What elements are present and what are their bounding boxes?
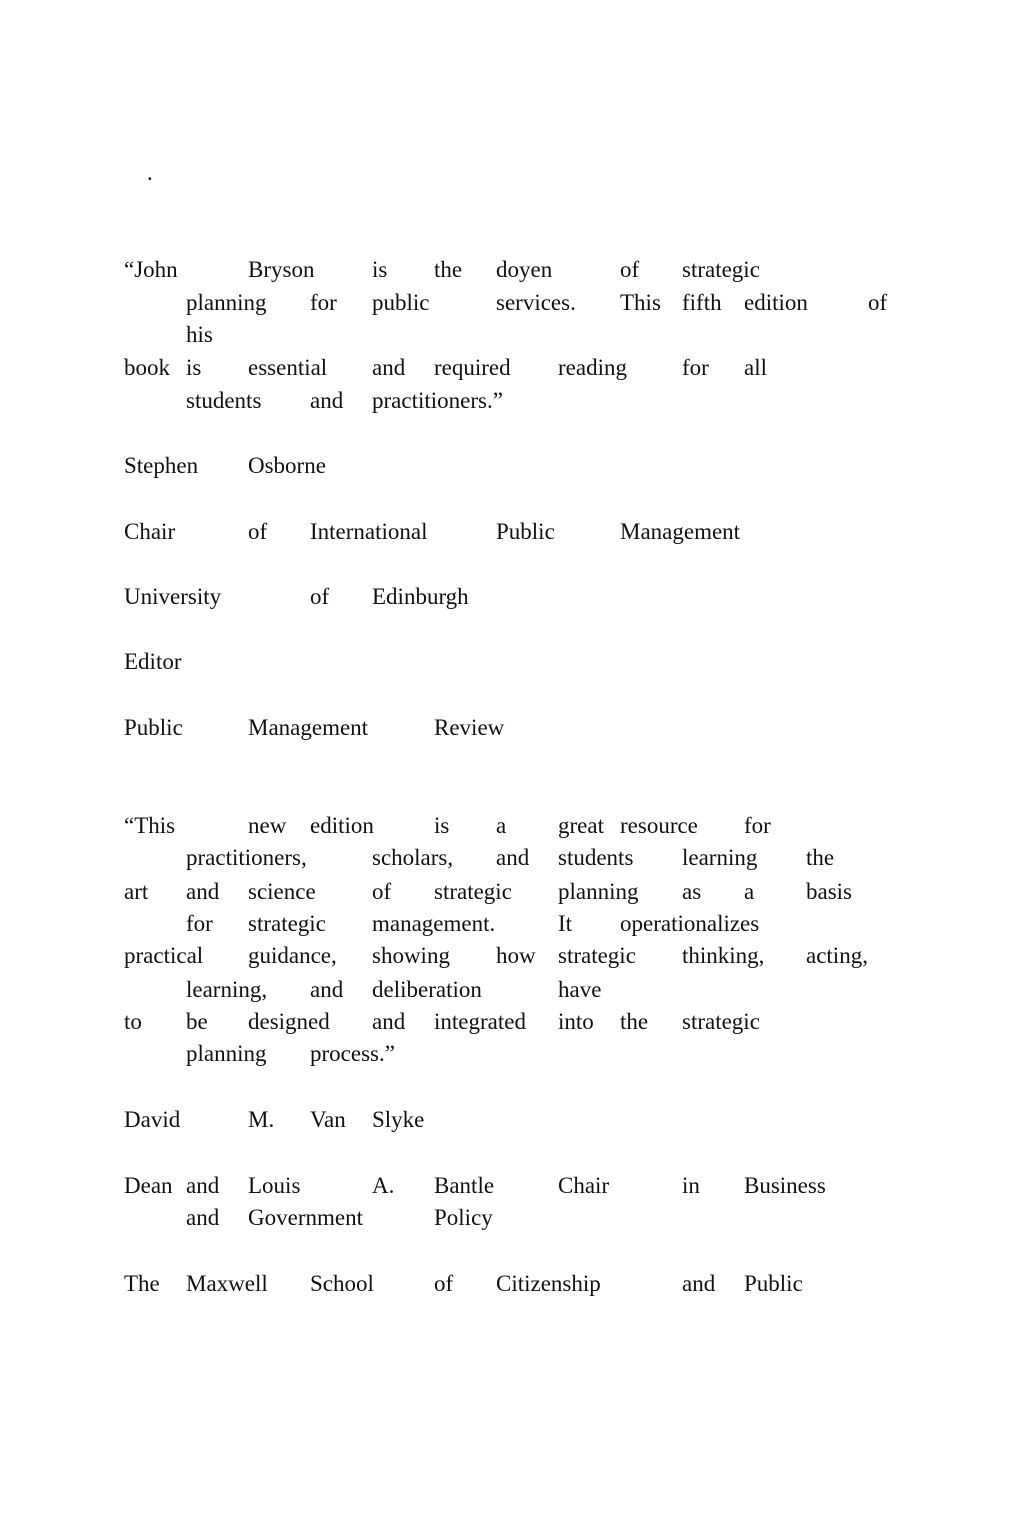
quote-word: deliberation	[372, 977, 482, 1002]
quote-word: “This	[124, 813, 176, 838]
quote-word: process.”	[310, 1041, 395, 1066]
quote-word: acting,	[806, 943, 868, 968]
attribution-title	[0, 1171, 1024, 1201]
attribution-word: School	[310, 1271, 374, 1296]
attribution-word: Policy	[434, 1205, 493, 1230]
quote-word: strategic	[248, 911, 326, 936]
quote-word: practical	[124, 943, 204, 968]
attribution-word: Van	[310, 1107, 346, 1132]
attribution-word: Government	[248, 1205, 363, 1230]
attribution-word: of	[310, 584, 330, 609]
attribution-word: Review	[434, 715, 505, 740]
attribution-word: Management	[620, 519, 741, 544]
quote-line	[0, 811, 1024, 841]
quote-word: reading	[558, 355, 627, 380]
quote-word: his	[186, 322, 213, 347]
attribution-word: Maxwell	[186, 1271, 268, 1296]
quote-word: strategic	[682, 257, 760, 282]
quote-word: all	[744, 355, 767, 380]
quote-word: showing	[372, 943, 450, 968]
quote-word: planning	[186, 1041, 267, 1066]
attribution-word: The	[124, 1271, 160, 1296]
attribution-word: A.	[372, 1173, 395, 1198]
quote-word: how	[496, 943, 536, 968]
quote-word: doyen	[496, 257, 553, 282]
quote-word: the	[806, 845, 835, 870]
attribution-word: Edinburgh	[372, 584, 469, 609]
page-marker: .	[147, 160, 153, 185]
quote-line	[0, 843, 1024, 873]
quote-word: essential	[248, 355, 328, 380]
attribution-word: University	[124, 584, 222, 609]
attribution-word: M.	[248, 1107, 275, 1132]
attribution-word: International	[310, 519, 428, 544]
quote-word: It	[558, 911, 573, 936]
attribution-name	[0, 1105, 1024, 1135]
quote-word: art	[124, 879, 149, 904]
attribution-word: in	[682, 1173, 700, 1198]
quote-line	[0, 1007, 1024, 1037]
quote-word: This	[620, 290, 661, 315]
quote-word: thinking,	[682, 943, 765, 968]
quote-word: edition	[744, 290, 808, 315]
quote-word: public	[372, 290, 430, 315]
attribution-word: Business	[744, 1173, 826, 1198]
quote-word: into	[558, 1009, 594, 1034]
quote-word: “John	[124, 257, 178, 282]
quote-word: for	[682, 355, 709, 380]
attribution-word: Editor	[124, 649, 182, 674]
attribution-word: Public	[744, 1271, 803, 1296]
attribution-word: of	[248, 519, 268, 544]
quote-word: strategic	[434, 879, 512, 904]
quote-word: services.	[496, 290, 576, 315]
attribution-word: David	[124, 1107, 181, 1132]
quote-word: required	[434, 355, 511, 380]
quote-word: for	[744, 813, 771, 838]
attribution-publication	[0, 713, 1024, 743]
quote-word: is	[434, 813, 450, 838]
quote-word: strategic	[682, 1009, 760, 1034]
attribution-word: of	[434, 1271, 454, 1296]
quote-line	[0, 320, 1024, 350]
quote-word: planning	[186, 290, 267, 315]
attribution-word: and	[186, 1173, 220, 1198]
quote-word: designed	[248, 1009, 330, 1034]
attribution-word: Chair	[558, 1173, 610, 1198]
quote-word: practitioners,	[186, 845, 307, 870]
attribution-word: Management	[248, 715, 369, 740]
quote-word: and	[310, 388, 344, 413]
quote-word: basis	[806, 879, 852, 904]
attribution-institution	[0, 1269, 1024, 1299]
quote-line	[0, 877, 1024, 907]
quote-word: practitioners.”	[372, 388, 503, 413]
attribution-word: Dean	[124, 1173, 173, 1198]
attribution-word: Louis	[248, 1173, 301, 1198]
attribution-word: and	[186, 1205, 220, 1230]
attribution-word: Bantle	[434, 1173, 495, 1198]
attribution-word: Citizenship	[496, 1271, 601, 1296]
quote-word: integrated	[434, 1009, 526, 1034]
quote-word: have	[558, 977, 602, 1002]
quote-word: edition	[310, 813, 374, 838]
quote-word: planning	[558, 879, 639, 904]
quote-word: students	[558, 845, 634, 870]
quote-word: strategic	[558, 943, 636, 968]
quote-word: learning	[682, 845, 758, 870]
quote-word: be	[186, 1009, 208, 1034]
quote-word: science	[248, 879, 316, 904]
attribution-word: Stephen	[124, 453, 199, 478]
attribution-word: Slyke	[372, 1107, 425, 1132]
quote-word: a	[744, 879, 755, 904]
attribution-word: Public	[496, 519, 555, 544]
quote-word: scholars,	[372, 845, 454, 870]
quote-word: of	[868, 290, 888, 315]
quote-word: book	[124, 355, 170, 380]
attribution-title	[0, 1203, 1024, 1233]
quote-word: learning,	[186, 977, 268, 1002]
quote-word: is	[186, 355, 202, 380]
quote-line	[0, 941, 1024, 971]
attribution-institution	[0, 582, 1024, 612]
quote-word: fifth	[682, 290, 722, 315]
quote-line	[0, 975, 1024, 1005]
quote-word: to	[124, 1009, 142, 1034]
quote-word: resource	[620, 813, 698, 838]
quote-word: operationalizes	[620, 911, 760, 936]
quote-word: of	[620, 257, 640, 282]
quote-word: of	[372, 879, 392, 904]
quote-word: management.	[372, 911, 496, 936]
quote-word: and	[372, 355, 406, 380]
quote-word: and	[372, 1009, 406, 1034]
quote-word: as	[682, 879, 702, 904]
quote-word: great	[558, 813, 604, 838]
attribution-word: and	[682, 1271, 716, 1296]
quote-word: a	[496, 813, 507, 838]
quote-word: is	[372, 257, 388, 282]
quote-word: and	[186, 879, 220, 904]
quote-word: for	[186, 911, 213, 936]
quote-line	[0, 909, 1024, 939]
quote-word: the	[434, 257, 463, 282]
quote-word: students	[186, 388, 262, 413]
attribution-word: Chair	[124, 519, 176, 544]
quote-word: for	[310, 290, 337, 315]
quote-line	[0, 353, 1024, 383]
quote-word: and	[496, 845, 530, 870]
quote-word: the	[620, 1009, 649, 1034]
attribution-title	[0, 517, 1024, 547]
quote-line	[0, 288, 1024, 318]
attribution-role	[0, 647, 1024, 677]
quote-line	[0, 255, 1024, 285]
quote-line	[0, 1039, 1024, 1069]
quote-line	[0, 386, 1024, 416]
quote-word: and	[310, 977, 344, 1002]
attribution-name	[0, 451, 1024, 481]
attribution-word: Osborne	[248, 453, 326, 478]
attribution-word: Public	[124, 715, 183, 740]
quote-word: new	[248, 813, 287, 838]
quote-word: guidance,	[248, 943, 337, 968]
quote-word: Bryson	[248, 257, 315, 282]
